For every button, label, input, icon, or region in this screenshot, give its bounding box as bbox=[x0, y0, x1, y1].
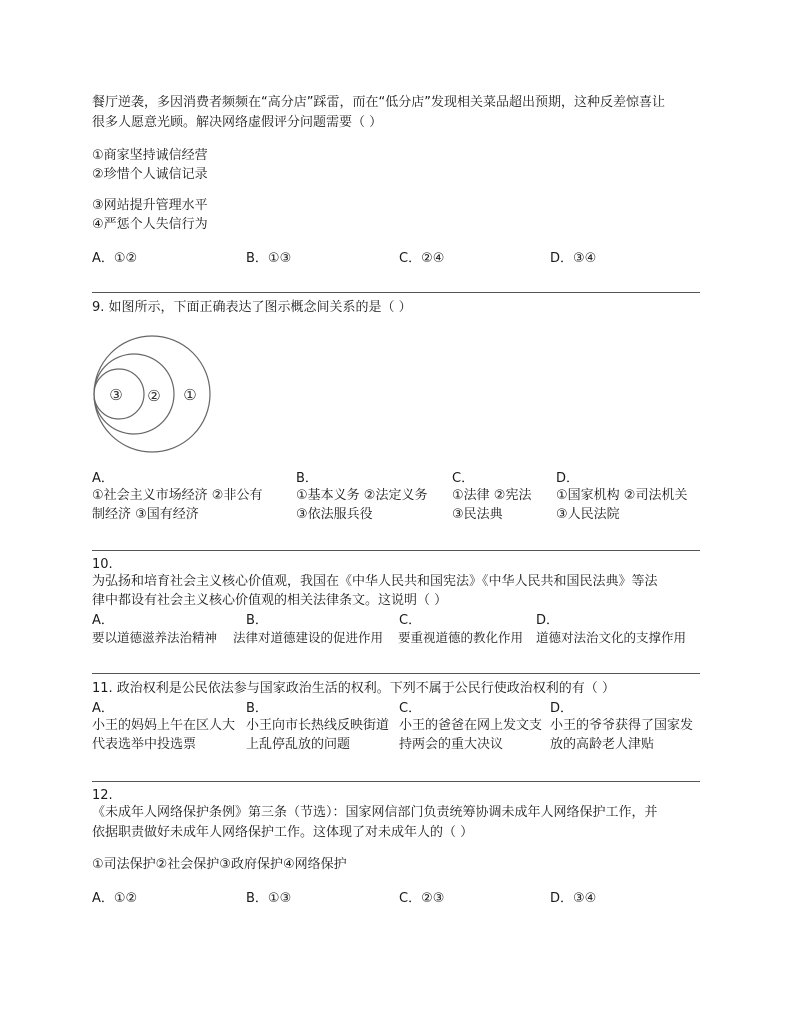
q9-option-c-letter[interactable]: C． bbox=[452, 471, 475, 486]
q9-option-d-line2: ③人民法院 bbox=[556, 507, 620, 522]
outer-circle-label: ① bbox=[183, 386, 197, 404]
q9-option-b-line2: ③依法服兵役 bbox=[296, 507, 373, 522]
q8-item-4: ④严惩个人失信行为 bbox=[92, 217, 208, 232]
inner-circle-label: ③ bbox=[109, 386, 123, 404]
q11-option-c-letter[interactable]: C． bbox=[399, 701, 422, 716]
q9-option-c-line2: ③民法典 bbox=[452, 507, 503, 522]
q10-stem-line2: 律中都设有社会主义核心价值观的相关法律条文。这说明（ ） bbox=[92, 593, 448, 608]
q12-number: 12. bbox=[92, 788, 113, 803]
q8-item-1: ①商家坚持诚信经营 bbox=[92, 148, 208, 163]
q11-option-c-line2: 持两会的重大决议 bbox=[399, 737, 504, 752]
q10-number: 10. bbox=[92, 557, 113, 572]
nested-circles-figure bbox=[92, 330, 212, 460]
q12-items: ①司法保护②社会保护③政府保护④网络保护 bbox=[92, 857, 347, 872]
q8-choice-c[interactable]: C．②④ bbox=[399, 251, 445, 266]
q10-option-c-text: 要重视道德的教化作用 bbox=[398, 630, 524, 645]
divider bbox=[92, 781, 700, 782]
q9-option-b-letter[interactable]: B． bbox=[296, 471, 318, 486]
q9-option-a-line1: ①社会主义市场经济 ②非公有 bbox=[92, 488, 263, 503]
divider bbox=[92, 673, 700, 674]
q8-stem-line2: 很多人愿意光顾。解决网络虚假评分问题需要（ ） bbox=[92, 115, 383, 130]
q12-choice-b[interactable]: B．①③ bbox=[246, 891, 292, 906]
divider bbox=[92, 292, 700, 293]
middle-circle bbox=[94, 354, 174, 434]
q12-choice-c[interactable]: C．②③ bbox=[399, 891, 445, 906]
q8-choice-a[interactable]: A．①② bbox=[92, 251, 138, 266]
q10-option-b-text: 法律对道德建设的促进作用 bbox=[233, 630, 384, 645]
middle-circle-label: ② bbox=[147, 387, 161, 405]
q11-option-a-line1: 小王的妈妈上午在区人大 bbox=[92, 718, 236, 733]
q11-option-c-line1: 小王的爸爸在网上发文支 bbox=[399, 718, 543, 733]
q11-option-a-letter[interactable]: A． bbox=[92, 701, 114, 716]
q8-item-2: ②珍惜个人诚信记录 bbox=[92, 167, 208, 182]
q10-option-d-letter[interactable]: D． bbox=[536, 613, 560, 628]
q9-option-d-letter[interactable]: D． bbox=[556, 471, 580, 486]
q11-option-b-line2: 上乱停乱放的问题 bbox=[246, 737, 351, 752]
q10-option-a-letter[interactable]: A． bbox=[92, 613, 114, 628]
q11-option-a-line2: 代表选举中投选票 bbox=[92, 737, 197, 752]
q12-choice-d[interactable]: D．③④ bbox=[550, 891, 597, 906]
q8-choice-d[interactable]: D．③④ bbox=[550, 251, 597, 266]
q10-option-a-text: 要以道德滋养法治精神 bbox=[92, 630, 218, 645]
q10-option-c-letter[interactable]: C． bbox=[399, 613, 422, 628]
q11-option-b-letter[interactable]: B． bbox=[246, 701, 268, 716]
q12-choice-a[interactable]: A．①② bbox=[92, 891, 138, 906]
q12-stem-line1: 《未成年人网络保护条例》第三条（节选）：国家网信部门负责统筹协调未成年人网络保护工作，并 bbox=[92, 805, 658, 820]
q9-option-c-line1: ①法律 ②宪法 bbox=[452, 488, 532, 503]
q12-stem-line2: 依据职责做好未成年人网络保护工作。这体现了对未成年人的（ ） bbox=[92, 825, 474, 840]
q9-option-b-line1: ①基本义务 ②法定义务 bbox=[296, 488, 428, 503]
q11-option-d-line2: 放的高龄老人津贴 bbox=[550, 737, 655, 752]
q8-item-3: ③网站提升管理水平 bbox=[92, 198, 208, 213]
q11-stem: 11. 政治权利是公民依法参与国家政治生活的权利。下列不属于公民行使政治权利的有（ ） bbox=[92, 681, 615, 696]
q11-option-d-line1: 小王的爷爷获得了国家发 bbox=[550, 718, 694, 733]
q9-option-d-line1: ①国家机构 ②司法机关 bbox=[556, 488, 688, 503]
q9-option-a-line2: 制经济 ③国有经济 bbox=[92, 507, 199, 522]
q11-option-d-letter[interactable]: D． bbox=[550, 701, 574, 716]
q10-stem-line1: 为弘扬和培育社会主义核心价值观，我国在《中华人民共和国宪法》《中华人民共和国民法典》等法 bbox=[92, 574, 658, 589]
q10-option-d-text: 道德对法治文化的支撑作用 bbox=[536, 630, 687, 645]
q11-option-b-line1: 小王向市长热线反映街道 bbox=[246, 718, 390, 733]
q8-stem-line1: 餐厅逆袭，多因消费者频频在“高分店”踩雷，而在“低分店”发现相关菜品超出预期，这种反差惊喜让 bbox=[92, 95, 665, 110]
q9-stem: 9. 如图所示，下面正确表达了图示概念间关系的是（ ） bbox=[92, 300, 412, 315]
q10-option-b-letter[interactable]: B． bbox=[246, 613, 268, 628]
q8-choice-b[interactable]: B．①③ bbox=[246, 251, 292, 266]
divider bbox=[92, 550, 700, 551]
q9-option-a-letter[interactable]: A． bbox=[92, 471, 114, 486]
